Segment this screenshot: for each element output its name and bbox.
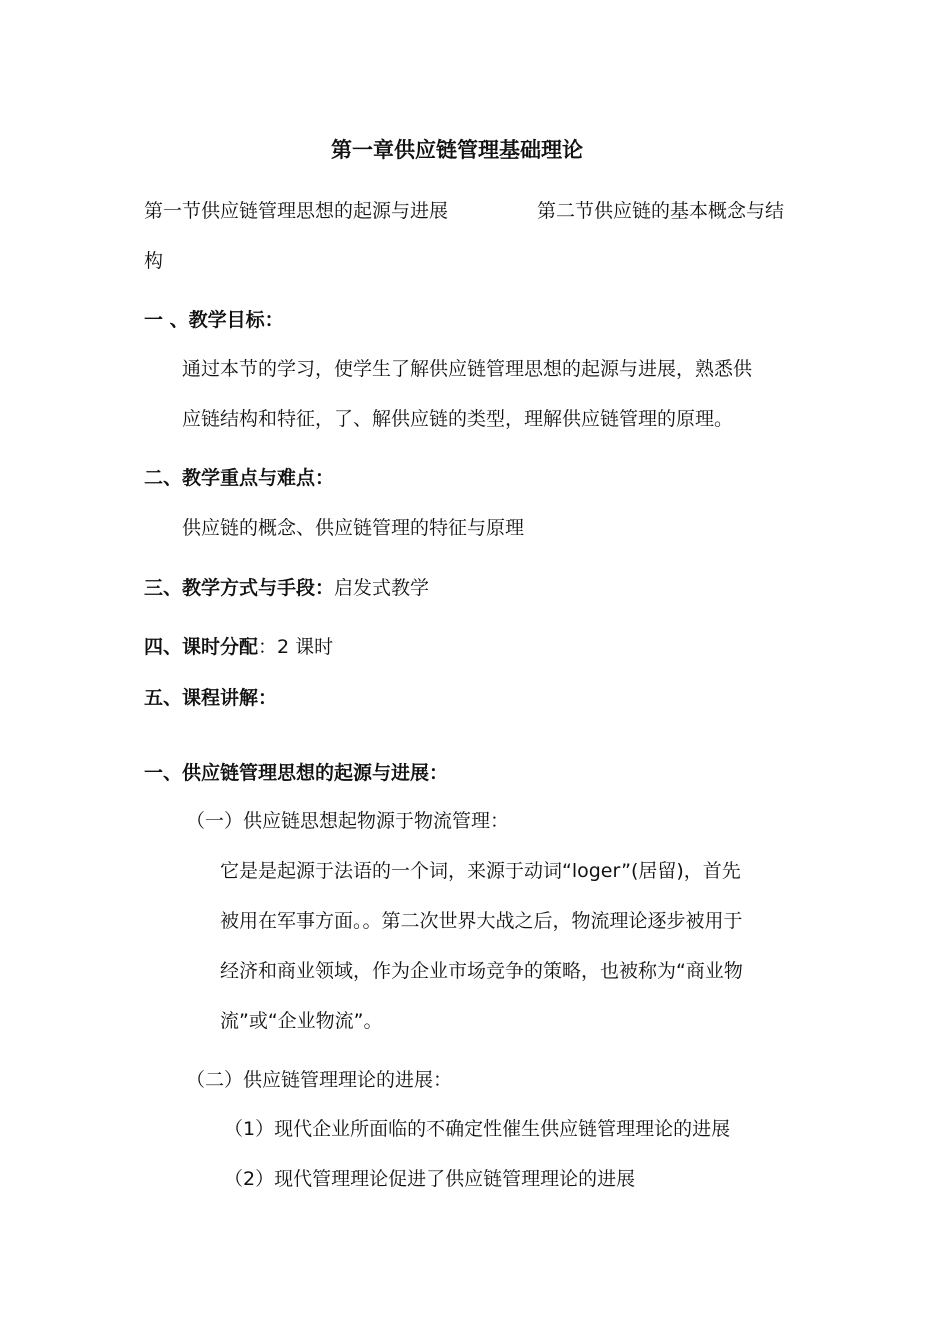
- sub2-item-2: （2）现代管理理论促进了供应链管理理论的进展: [224, 1168, 636, 1190]
- document-title: 第一章供应链管理基础理论: [331, 138, 583, 162]
- sub1-text-line1: 它是是起源于法语的一个词，来源于动词“loger”(居留)，首先: [220, 860, 741, 882]
- section-heading-2-continued: 构: [144, 250, 164, 272]
- sub1-text-line3: 经济和商业领域，作为企业市场竞争的策略，也被称为“商业物: [220, 960, 743, 982]
- key-points-text: 供应链的概念、供应链管理的特征与原理: [182, 517, 525, 539]
- method-line: [144, 575, 429, 601]
- section-heading-1: 第一节供应链管理思想的起源与进展: [144, 200, 449, 222]
- objective-text-line2: 应链结构和特征，了、解供应链的类型，理解供应链管理的原理。: [182, 408, 734, 430]
- hours-label: 四、课时分配: [144, 636, 259, 658]
- objective-text-line1: 通过本节的学习，使学生了解供应链管理思想的起源与进展，熟悉供: [182, 358, 753, 380]
- section-heading-2: 第二节供应链的基本概念与结: [537, 200, 785, 222]
- hours-line: [144, 634, 333, 660]
- hours-value: ：2 课时: [258, 636, 334, 658]
- sub2-heading: （二）供应链管理理论的进展：: [186, 1069, 453, 1091]
- sub1-heading: （一）供应链思想起物源于物流管理：: [186, 810, 510, 832]
- sub2-item-1: （1）现代企业所面临的不确定性催生供应链管理理论的进展: [224, 1118, 731, 1140]
- key-points-label: 二、教学重点与难点：: [144, 467, 335, 489]
- method-label: 三、教学方式与手段：: [144, 577, 335, 599]
- lecture-label: 五、课程讲解：: [144, 687, 278, 709]
- objective-label: 一 、教学目标：: [144, 309, 284, 331]
- sub1-text-line4: 流”或“企业物流”。: [220, 1010, 383, 1032]
- method-value: 启发式教学: [334, 577, 430, 599]
- sub1-text-line2: 被用在军事方面。。第二次世界大战之后，物流理论逐步被用于: [220, 910, 743, 932]
- part1-heading: 一、供应链管理思想的起源与进展：: [144, 762, 449, 784]
